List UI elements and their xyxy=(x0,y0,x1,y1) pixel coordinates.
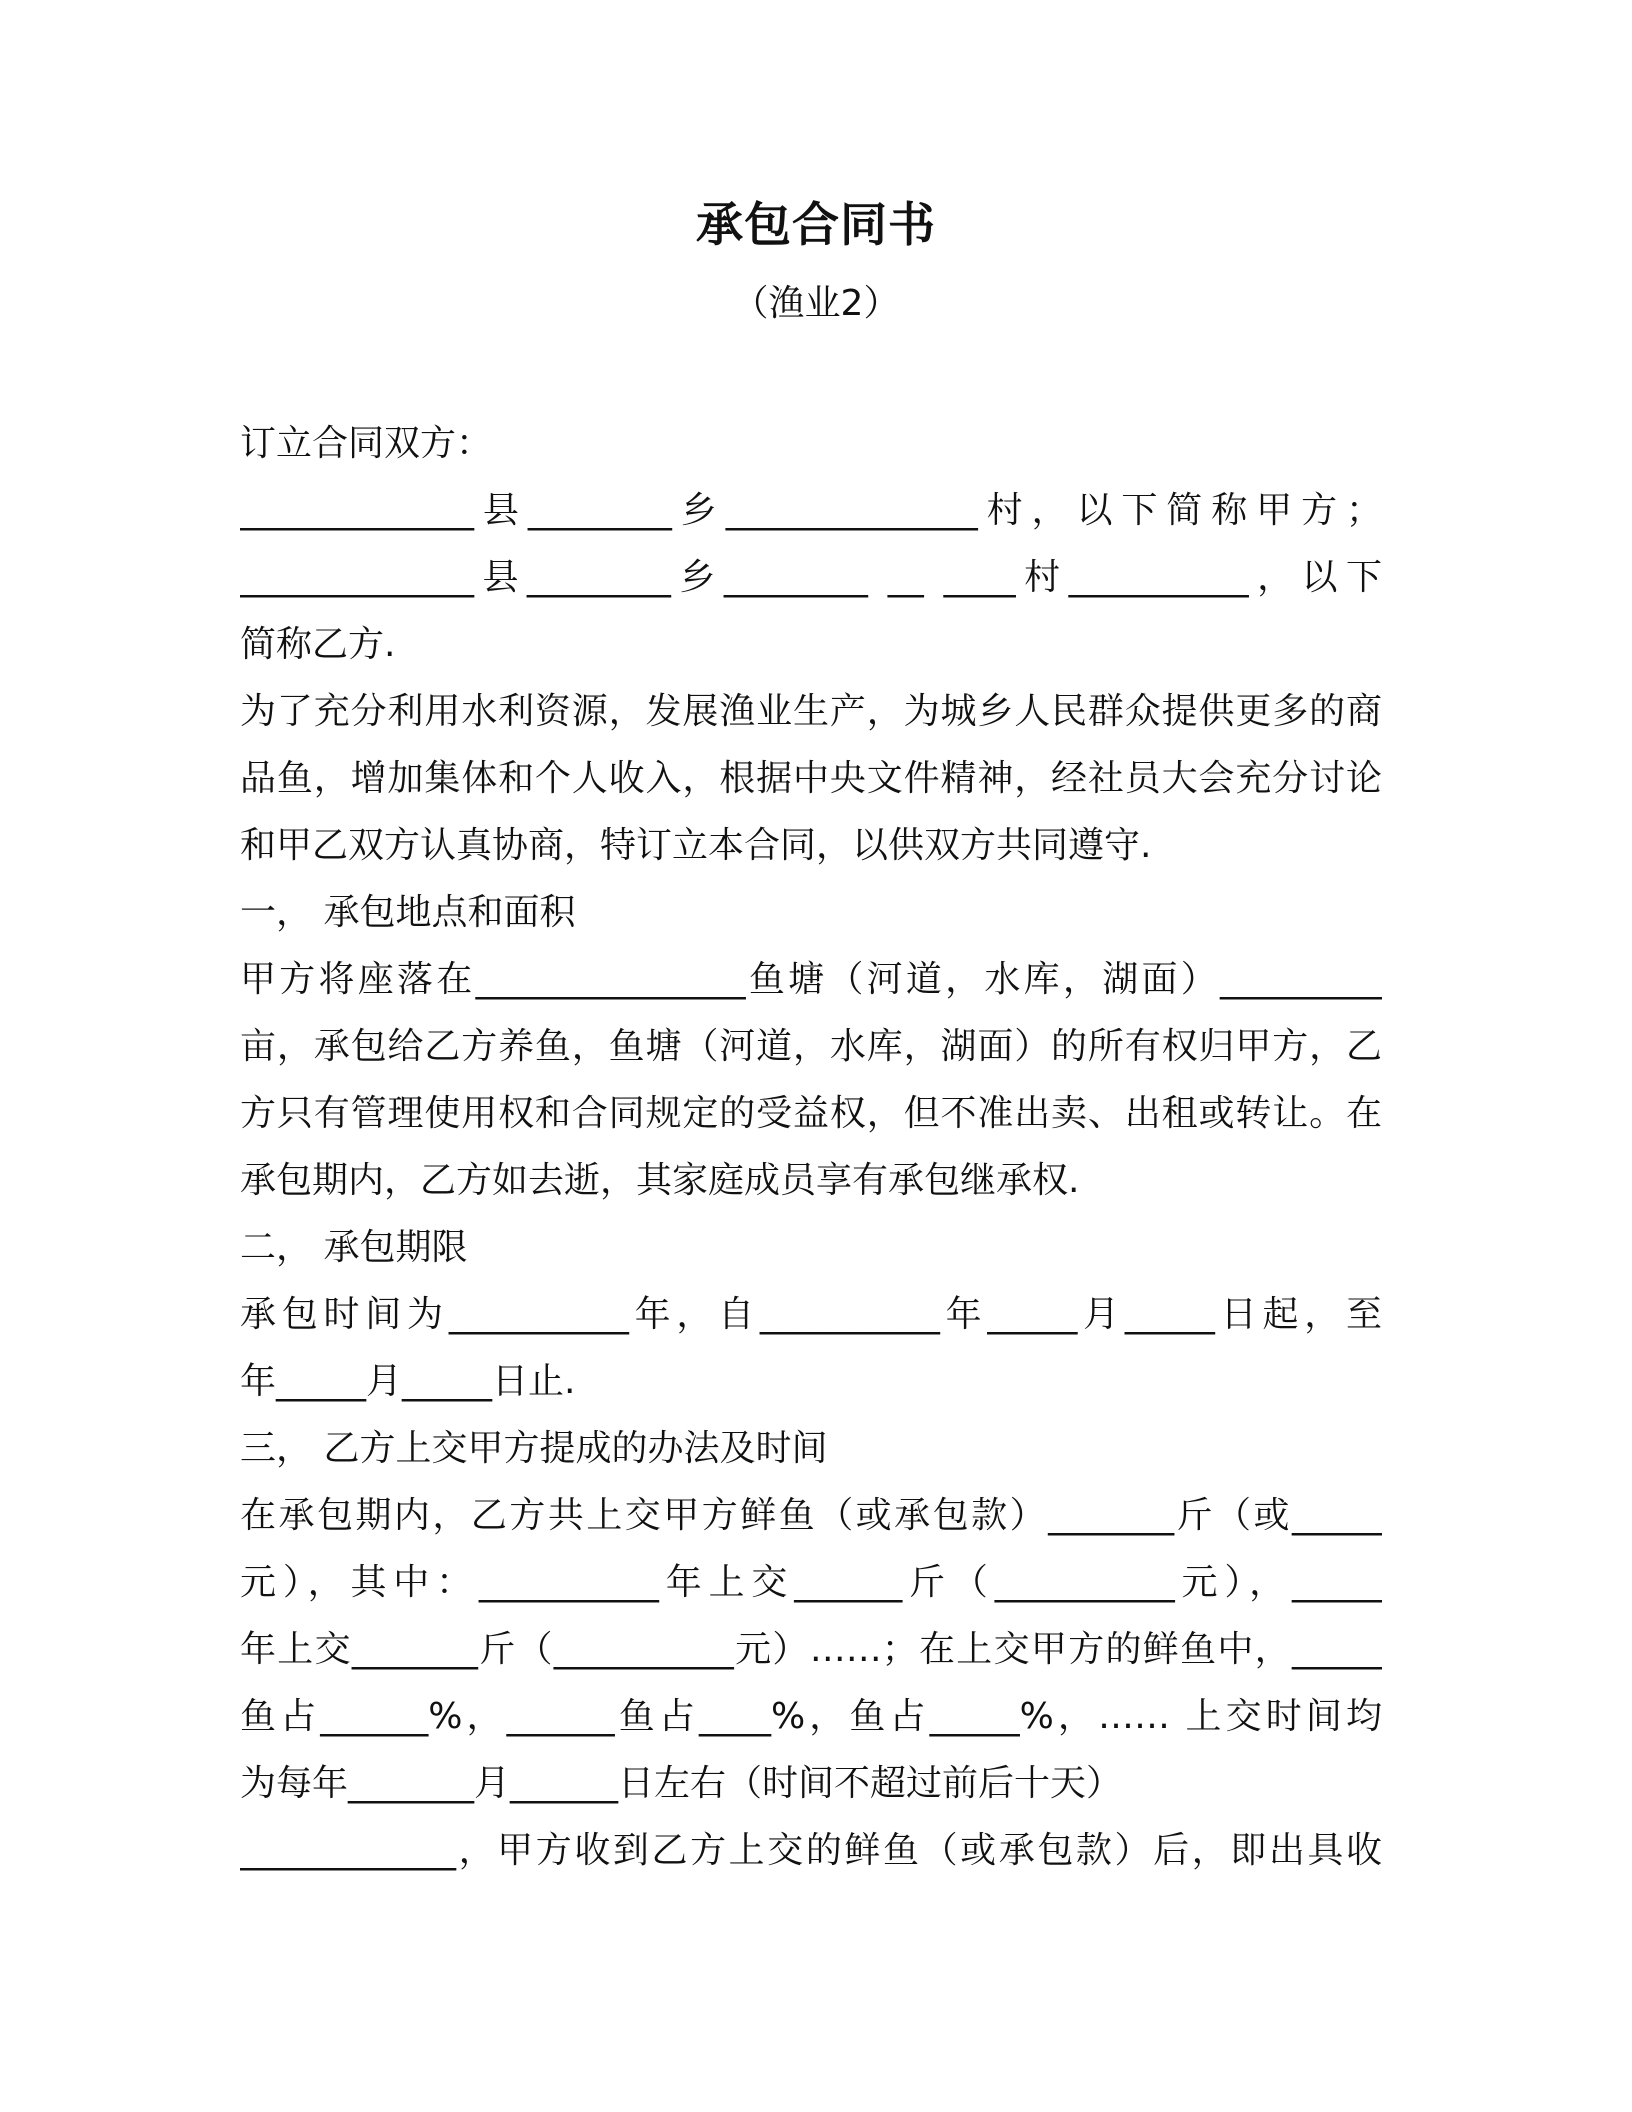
section-2-line-1: 承包时间为__________年，自__________年_____月_____日起，至 xyxy=(240,1294,1382,1335)
section-3-line-2: 元），其中：__________年上交______斤（__________元），_____ xyxy=(240,1562,1382,1603)
document-title: 承包合同书 xyxy=(696,198,936,253)
section-3-line-6: ____________，甲方收到乙方上交的鲜鱼（或承包款）后，即出具收 xyxy=(240,1830,1382,1871)
document-body xyxy=(240,410,1382,1884)
section-1-line-1: 甲方将座落在_______________鱼塘（河道，水库，湖面）_________ xyxy=(240,959,1382,1000)
document-subtitle: （渔业2） xyxy=(732,283,900,324)
section-3-line-4: 鱼占______%，______鱼占____%，鱼占_____%，…… 上交时间均 xyxy=(240,1696,1382,1737)
section-3-line-1: 在承包期内，乙方共上交甲方鲜鱼（或承包款）_______斤（或_____ xyxy=(240,1495,1382,1536)
party-b-line-end: 简称乙方. xyxy=(240,624,396,665)
section-2-heading: 二， 承包期限 xyxy=(240,1227,468,1268)
party-b-line: _____________县________乡________ __ ____村__________，以下 xyxy=(240,557,1382,598)
section-1-line-3: 方只有管理使用权和合同规定的受益权，但不准出卖、出租或转让。在 xyxy=(240,1093,1382,1134)
parties-heading: 订立合同双方： xyxy=(240,423,493,464)
preamble-line-2: 品鱼，增加集体和个人收入，根据中央文件精神，经社员大会充分讨论 xyxy=(240,758,1382,799)
section-1-heading: 一， 承包地点和面积 xyxy=(240,892,576,933)
party-a-line: _____________县________乡______________村，以下简称甲方； xyxy=(240,490,1382,531)
section-3-line-3: 年上交_______斤（__________元）……；在上交甲方的鲜鱼中，_____ xyxy=(240,1629,1382,1670)
section-1-line-2: 亩，承包给乙方养鱼，鱼塘（河道，水库，湖面）的所有权归甲方，乙 xyxy=(240,1026,1382,1067)
preamble-line-1: 为了充分利用水利资源，发展渔业生产，为城乡人民群众提供更多的商 xyxy=(240,691,1382,732)
section-2-line-2: 年_____月_____日止. xyxy=(240,1361,576,1402)
section-3-line-5: 为每年_______月______日左右（时间不超过前后十天） xyxy=(240,1763,1123,1804)
section-3-heading: 三， 乙方上交甲方提成的办法及时间 xyxy=(240,1428,828,1469)
preamble-line-3: 和甲乙双方认真协商，特订立本合同，以供双方共同遵守. xyxy=(240,825,1152,866)
section-1-line-4: 承包期内，乙方如去逝，其家庭成员享有承包继承权. xyxy=(240,1160,1080,1201)
